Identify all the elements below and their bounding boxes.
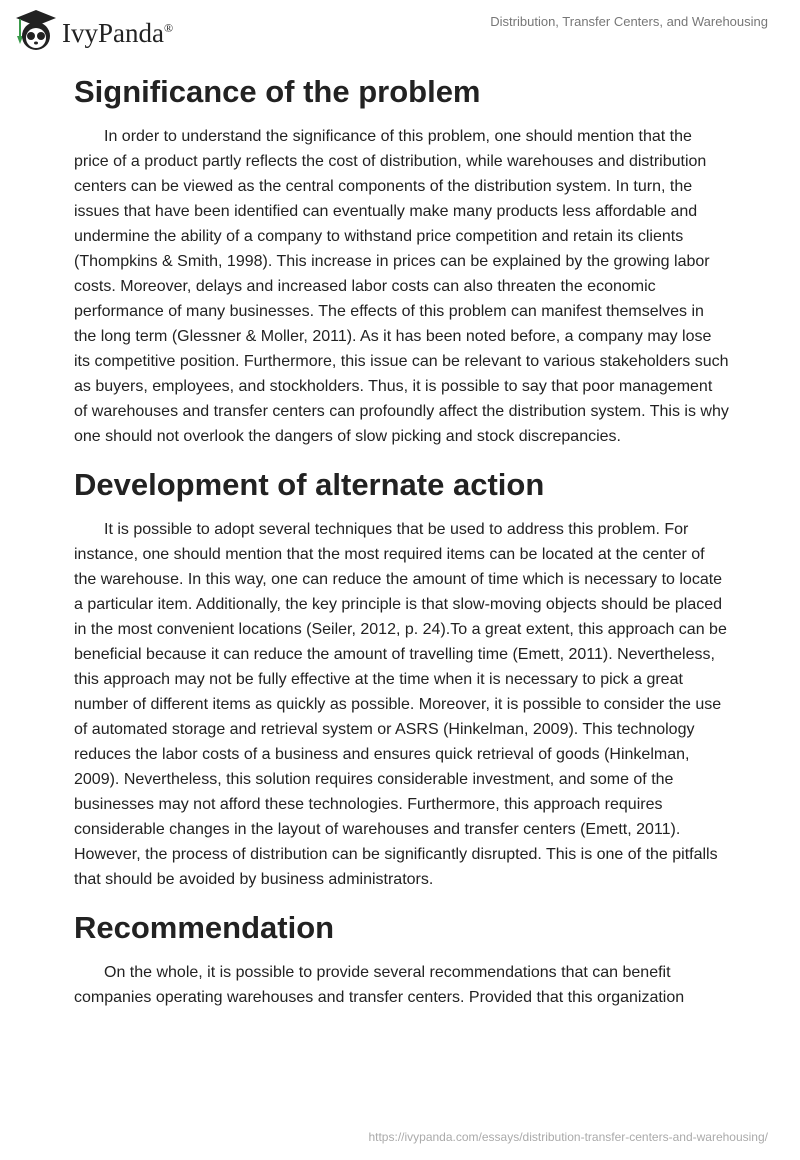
essay-content [74, 70, 730, 1024]
document-title: Distribution, Transfer Centers, and Warehousing [490, 14, 768, 29]
section-heading-significance: Significance of the problem [74, 74, 481, 109]
source-url[interactable]: https://ivypanda.com/essays/distribution-transfer-centers-and-warehousing/ [368, 1130, 768, 1144]
ivypanda-logo[interactable] [12, 8, 173, 52]
section-paragraph-alternate-action: It is possible to adopt several techniques that be used to address this problem. For instance, one should mention that the most required items can be located at the center of the warehouse. In this way, one can reduce the amount of time which is necessary to locate a particular item. Additionally, the key principle is that slow-moving objects should be placed in the most convenient locations (Seiler, 2012, p. 24).To a great extent, this approach can be beneficial because it can reduce the amount of travelling time (Emett, 2011). Nevertheless, this approach may not be fully effective at the time when it is necessary to pick a great number of different items as quickly as possible. Moreover, it is possible to consider the use of automated storage and retrieval system or ASRS (Hinkelman, 2009). This technology reduces the labor costs of a business and ensures quick retrieval of goods (Hinkelman, 2009). Nevertheless, this solution requires considerable investment, and some of the businesses may not afford these technologies. Furthermore, this approach requires considerable changes in the layout of warehouses and transfer centers (Emett, 2011). However, the process of distribution can be significantly disrupted. This is one of the pitfalls that should be avoided by business administrators. [74, 521, 727, 888]
section-paragraph-significance: In order to understand the significance of this problem, one should mention that the price of a product partly reflects the cost of distribution, while warehouses and distribution centers can be viewed as the central components of the distribution system. In turn, the issues that have been identified can eventually make many products less affordable and undermine the ability of a company to withstand price competition and retain its clients (Thompkins & Smith, 1998). This increase in prices can be explained by the growing labor costs. Moreover, delays and increased labor costs can also threaten the economic performance of many businesses. The effects of this problem can manifest themselves in the long term (Glessner & Moller, 2011). As it has been noted before, a company may lose its competitive position. Furthermore, this issue can be relevant to various stakeholders such as buyers, employees, and stockholders. Thus, it is possible to say that poor management of warehouses and transfer centers can profoundly affect the distribution system. This is why one should not overlook the dangers of slow picking and stock discrepancies. [74, 128, 729, 445]
logo-name: IvyPanda [62, 17, 164, 48]
logo-text [62, 18, 173, 49]
section-heading-alternate-action: Development of alternate action [74, 467, 545, 502]
registered-mark: ® [163, 20, 174, 35]
page-header [0, 0, 800, 60]
section-heading-recommendation: Recommendation [74, 910, 335, 945]
section-paragraph-recommendation: On the whole, it is possible to provide several recommendations that can benefit companies operating warehouses and transfer centers. Provided that this organization [74, 964, 685, 1006]
panda-graduate-icon [12, 8, 56, 52]
